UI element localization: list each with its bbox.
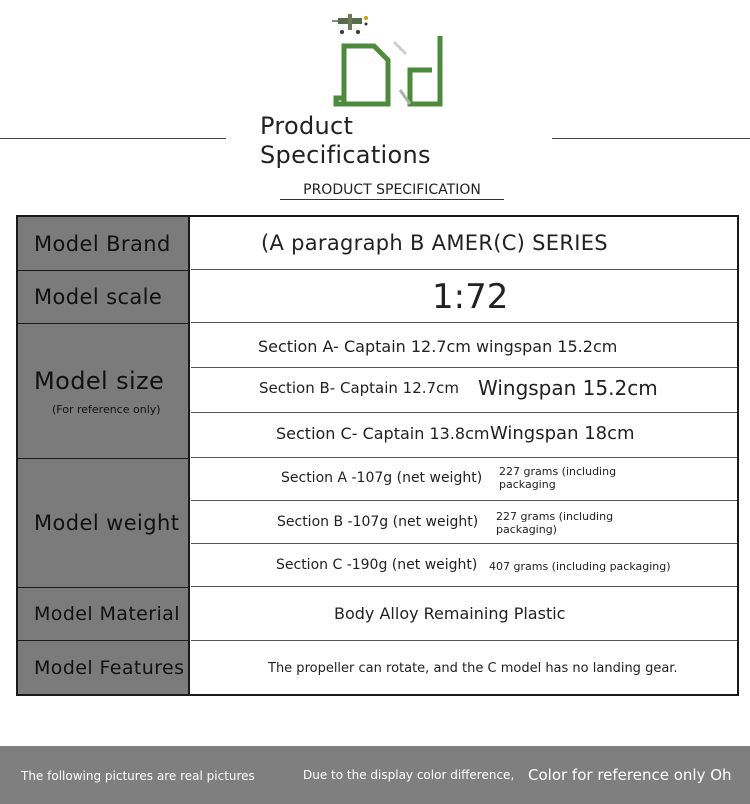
row-divider: [18, 640, 190, 641]
value-divider: [191, 586, 737, 587]
page-title: [260, 112, 431, 170]
weight-row-b-net: Section B -107g (net weight): [277, 514, 479, 530]
label-cell-weight: [18, 459, 190, 587]
footer-bar: [0, 746, 750, 804]
weight-row-a-net: Section A -107g (net weight): [281, 470, 483, 486]
row-divider: [18, 458, 190, 459]
value-divider: [191, 543, 737, 544]
label-cell-brand: [18, 217, 190, 270]
material-value: Body Alloy Remaining Plastic: [334, 604, 566, 623]
footer-note-right: Color for reference only Oh: [528, 766, 732, 784]
label-cell-scale: [18, 271, 190, 323]
weight-row-a-pack: 227 grams (including packaging: [499, 465, 617, 491]
size-row-c: Section C- Captain 13.8cm: [276, 424, 490, 443]
header-line-left: [0, 138, 226, 139]
label-features: Model Features: [34, 656, 185, 679]
row-divider: [18, 270, 190, 271]
label-size: Model size: [34, 366, 165, 395]
size-row-c-wingspan: Wingspan 18cm: [490, 423, 635, 444]
weight-row-c-pack: 407 grams (including packaging): [489, 560, 671, 573]
size-row-a: Section A- Captain 12.7cm wingspan 15.2cm: [258, 337, 618, 356]
size-row-b: Section B- Captain 12.7cm: [259, 379, 459, 397]
header-line-right: [552, 138, 750, 139]
label-cell-material: [18, 588, 190, 640]
footer-note-middle: Due to the display color difference,: [303, 768, 515, 782]
features-value: The propeller can rotate, and the C model has no landing gear.: [268, 661, 678, 676]
page-subtitle: PRODUCT SPECIFICATION: [280, 182, 504, 200]
weight-row-b-pack: 227 grams (including packaging): [496, 510, 614, 536]
value-divider: [191, 640, 737, 641]
label-scale: Model scale: [34, 285, 163, 309]
row-divider: [18, 587, 190, 588]
label-weight: Model weight: [34, 511, 180, 535]
value-divider: [191, 269, 737, 270]
scale-value: 1:72: [432, 277, 509, 317]
value-divider: [191, 412, 737, 413]
airplane-icon: [332, 14, 368, 34]
title-line-1: Product: [260, 112, 354, 140]
footer-note-left: The following pictures are real pictures: [21, 769, 255, 783]
value-divider: [191, 367, 737, 368]
weight-row-c-net: Section C -190g (net weight): [276, 557, 478, 573]
label-brand: Model Brand: [34, 231, 171, 256]
spec-table: [16, 215, 739, 696]
brand-logo: [330, 12, 450, 108]
label-material: Model Material: [34, 603, 180, 625]
brand-value: (A paragraph B AMER(C) SERIES: [261, 231, 608, 255]
label-size-note: (For reference only): [52, 402, 161, 416]
size-row-b-wingspan: Wingspan 15.2cm: [478, 376, 658, 400]
label-cell-size: [18, 324, 190, 458]
label-cell-features: [18, 641, 190, 694]
value-divider: [191, 500, 737, 501]
title-line-2: Specifications: [260, 141, 431, 169]
value-divider: [191, 457, 737, 458]
row-divider: [18, 323, 190, 324]
value-divider: [191, 322, 737, 323]
